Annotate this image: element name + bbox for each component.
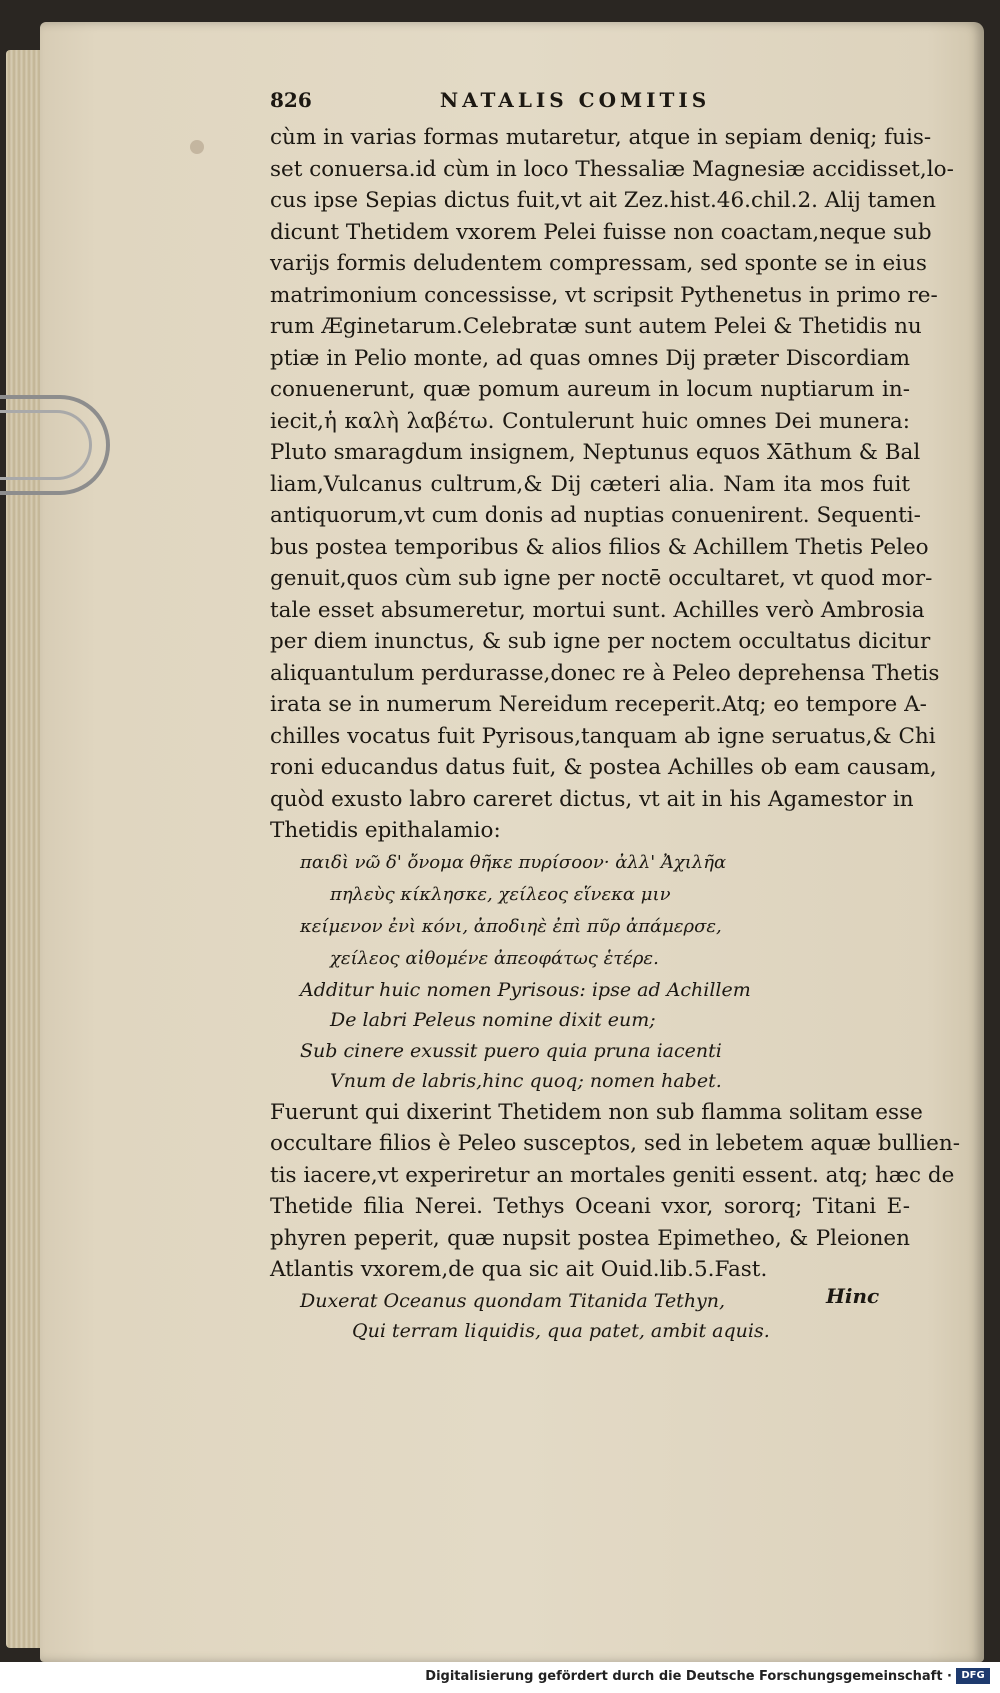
greek-verse [270, 847, 910, 975]
greek-verse-line: πηλεὺς κίκλησκε, χείλεος εἵνεκα μιν [330, 883, 671, 905]
text-line: Atlantis vxorem,de qua sic ait Ouid.lib.5.Fast. [270, 1257, 768, 1282]
greek-verse-line: χείλεος αἰθομένε ἀπεοφάτως ἑτέρε. [330, 947, 659, 969]
text-line: genuit,quos cùm sub igne per noctē occultaret, vt quod mor- [270, 566, 933, 591]
text-line: phyren peperit, quæ nupsit postea Epimetheo, & Pleionen [270, 1225, 910, 1251]
latin-verse-line: Vnum de labris,hinc quoq; nomen habet. [330, 1070, 722, 1092]
text-line: tis iacere,vt experiretur an mortales geniti essent. atq; hæc de [270, 1162, 955, 1188]
text-line: Pluto smaragdum insignem, Neptunus equos Xāthum & Bal [270, 440, 921, 465]
text-line: tale esset absumeretur, mortui sunt. Achilles verò Ambrosia [270, 597, 925, 623]
prose-paragraph-1 [270, 122, 954, 847]
text-line: Thetidis epithalamio: [270, 818, 501, 843]
text-line: roni educandus datus fuit, & postea Achilles ob eam causam, [270, 755, 937, 780]
latin-verse-line: Sub cinere exussit puero quia pruna iacenti [300, 1039, 722, 1062]
text-line: cùm in varias formas mutaretur, atque in sepiam deniq; fuis- [270, 125, 932, 150]
text-line: per diem inunctus, & sub igne per noctem occultatus dicitur [270, 629, 931, 654]
text-line: varijs formis deludentem compressam, sed sponte se in eius [270, 251, 927, 276]
greek-verse-line: παιδὶ νῶ δ' ὄνομα θῆκε πυρίσοον· ἀλλ' Ἀχιλῆα [300, 851, 727, 873]
text-line: matrimonium concessisse, vt scripsit Pythenetus in primo re- [270, 282, 938, 308]
text-line: bus postea temporibus & alios filios & Achillem Thetis Peleo [270, 534, 929, 560]
greek-verse-line: κείμενον ἐνὶ κόνι, ἀποδιηὲ ἐπὶ πῦρ ἀπάμερσε, [300, 915, 722, 937]
text-line: chilles vocatus fuit Pyrisous,tanquam ab igne seruatus,& Chi [270, 723, 936, 749]
ovid-verse [270, 1286, 910, 1347]
binding-clip-inner [0, 410, 92, 480]
text-line: antiquorum,vt cum donis ad nuptias conuenirent. Sequenti- [270, 503, 921, 528]
page-number: 826 [270, 88, 312, 112]
latin-verse-line: Additur huic nomen Pyrisous: ipse ad Achillem [300, 978, 751, 1001]
text-line: dicunt Thetidem vxorem Pelei fuisse non coactam,neque sub [270, 219, 932, 245]
text-line: Thetide filia Nerei. Tethys Oceani vxor, sororq; Titani E- [270, 1194, 910, 1219]
dfg-logo: DFG [956, 1668, 990, 1684]
text-line: rum Æginetarum.Celebratæ sunt autem Pelei & Thetidis nu [270, 314, 922, 339]
text-line: Fuerunt qui dixerint Thetidem non sub flamma solitam esse [270, 1099, 923, 1125]
ovid-verse-line: Duxerat Oceanus quondam Titanida Tethyn, [300, 1289, 726, 1312]
page-stain [190, 140, 204, 154]
text-line: liam,Vulcanus cultrum,& Dij cæteri alia. Nam ita mos fuit [270, 471, 910, 497]
text-line: occultare filios è Peleo susceptos, sed in lebetem aquæ bullien- [270, 1131, 960, 1156]
prose-paragraph-2 [270, 1097, 960, 1286]
text-line: set conuersa.id cùm in loco Thessaliæ Magnesiæ accidisset,lo- [270, 156, 954, 182]
text-line: aliquantulum perdurasse,donec re à Peleo deprehensa Thetis [270, 660, 940, 686]
text-line: iecit,ἡ καλὴ λαβέτω. Contulerunt huic omnes Dei munera: [270, 408, 910, 434]
catchword: Hinc [826, 1284, 880, 1308]
latin-verse [270, 975, 910, 1097]
latin-verse-line: De labri Peleus nomine dixit eum; [330, 1009, 656, 1031]
text-line: cus ipse Sepias dictus fuit,vt ait Zez.hist.46.chil.2. Alij tamen [270, 188, 937, 213]
text-line: ptiæ in Pelio monte, ad quas omnes Dij præter Discordiam [270, 345, 910, 371]
page-text-block [270, 88, 960, 1347]
funding-credit: Digitalisierung gefördert durch die Deutsche Forschungsgemeinschaft · [425, 1669, 952, 1684]
text-line: conuenerunt, quæ pomum aureum in locum nuptiarum in- [270, 377, 910, 402]
text-line: irata se in numerum Nereidum receperit.Atq; eo tempore A- [270, 692, 927, 717]
running-head: NATALIS COMITIS [439, 88, 711, 112]
page-header [270, 88, 910, 118]
ovid-verse-line: Qui terram liquidis, qua patet, ambit aquis. [352, 1320, 770, 1342]
text-line: quòd exusto labro careret dictus, vt ait in his Agamestor in [270, 786, 914, 812]
